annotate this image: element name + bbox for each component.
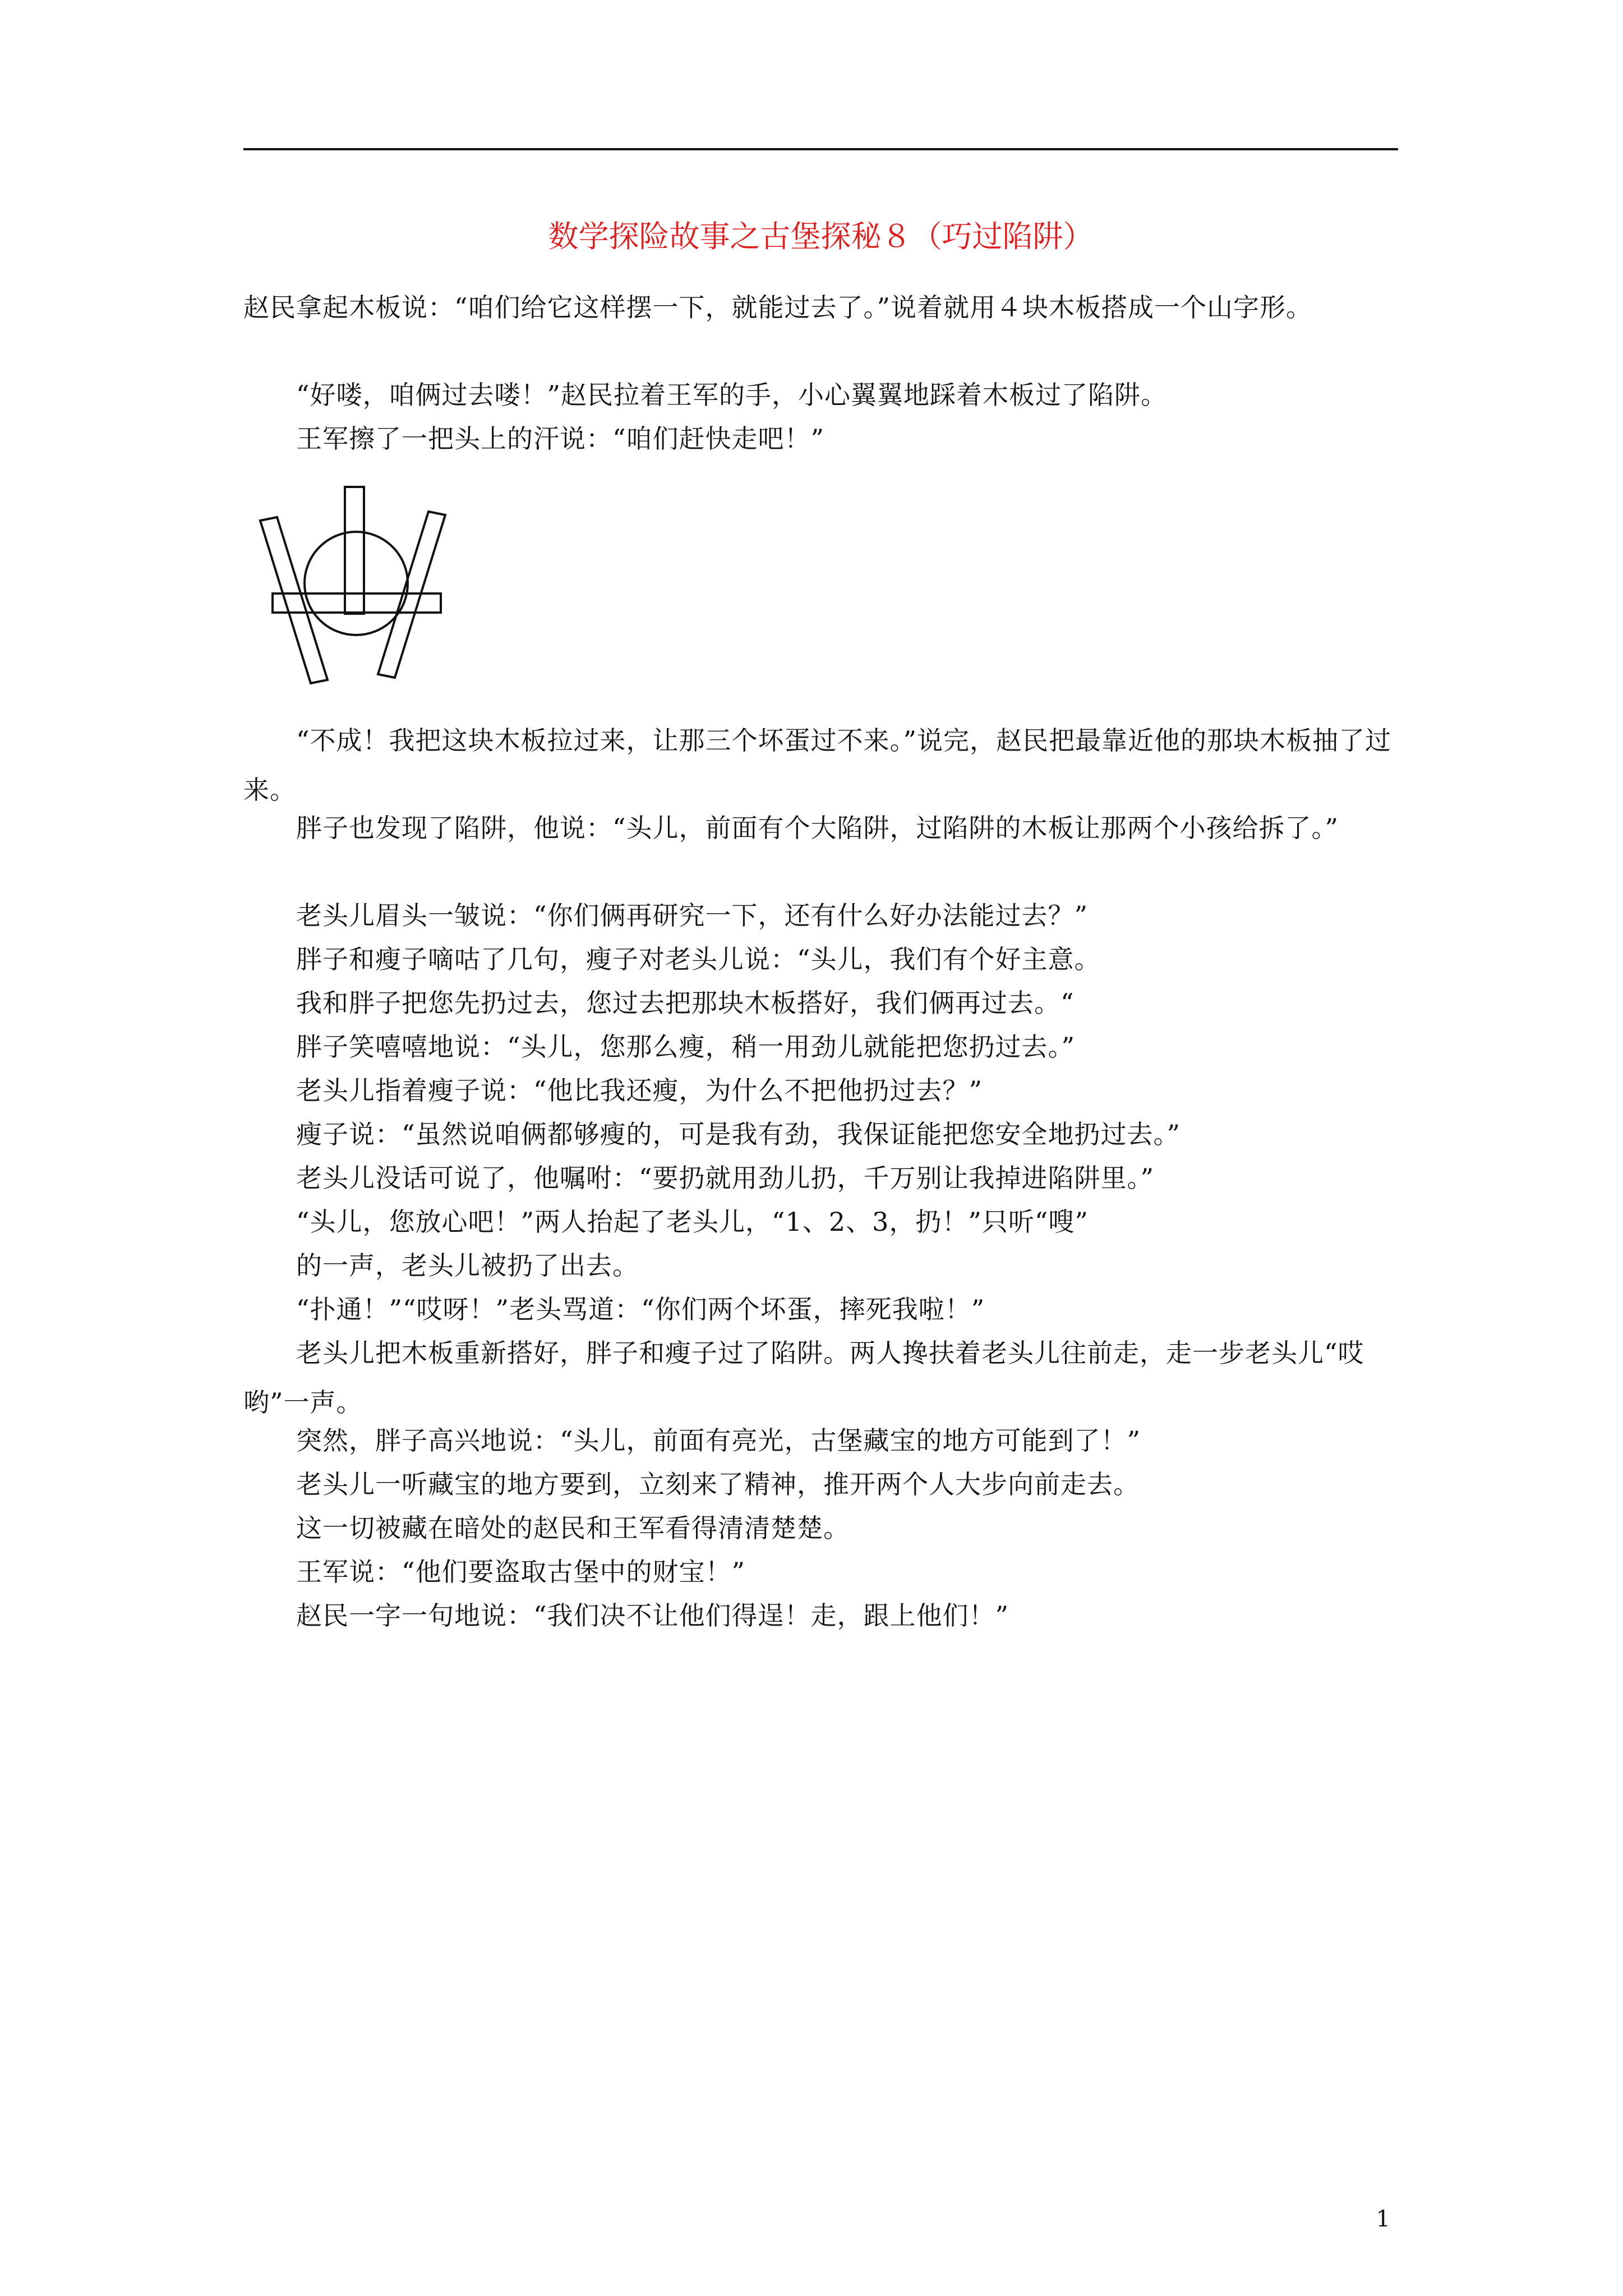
paragraph: 我和胖子把您先扔过去，您过去把那块木板搭好，我们俩再过去。“ [243,988,1075,1018]
paragraph: 这一切被藏在暗处的赵民和王军看得清清楚楚。 [243,1513,850,1543]
page-number: 1 [1376,2206,1390,2232]
paragraph: 老头儿没话可说了，他嘱咐：“要扔就用劲儿扔，千万别让我掉进陷阱里。” [243,1163,1155,1193]
page-title: 数学探险故事之古堡探秘８（巧过陷阱） [548,219,1094,254]
paragraph: 赵民一字一句地说：“我们决不让他们得逞！走，跟上他们！” [243,1600,1009,1631]
paragraph: 老头儿眉头一皱说：“你们俩再研究一下，还有什么好办法能过去？” [243,900,1089,931]
header-rule [243,148,1398,150]
paragraph: “不成！我把这块木板拉过来，让那三个坏蛋过不来。”说完，赵民把最靠近他的那块木板抽了过来。 [243,725,1392,805]
paragraph: 胖子和瘦子嘀咕了几句，瘦子对老头儿说：“头儿，我们有个好主意。 [243,944,1101,974]
paragraph: 老头儿把木板重新搭好，胖子和瘦子过了陷阱。两人搀扶着老头儿往前走，走一步老头儿“哎哟”一声。 [243,1338,1364,1418]
paragraph: “头儿，您放心吧！”两人抬起了老头儿，“1、2、3，扔！”只听“嗖” [243,1207,1089,1237]
paragraph: 老头儿一听藏宝的地方要到，立刻来了精神，推开两个人大步向前走去。 [243,1469,1140,1499]
paragraph: 王军擦了一把头上的汗说：“咱们赶快走吧！” [243,424,825,454]
paragraph: “扑通！”“哎呀！”老头骂道：“你们两个坏蛋，摔死我啦！” [243,1294,985,1324]
paragraph: 胖子也发现了陷阱，他说：“头儿，前面有个大陷阱，过陷阱的木板让那两个小孩给拆了。” [243,813,1339,843]
paragraph: “好喽，咱俩过去喽！”赵民拉着王军的手，小心翼翼地踩着木板过了陷阱。 [243,380,1168,410]
paragraph: 的一声，老头儿被扔了出去。 [243,1250,639,1281]
paragraph: 突然，胖子高兴地说：“头儿，前面有亮光，古堡藏宝的地方可能到了！” [243,1425,1141,1456]
paragraph: 瘦子说：“虽然说咱俩都够瘦的，可是我有劲，我保证能把您安全地扔过去。” [243,1119,1181,1149]
paragraph: 王军说：“他们要盗取古堡中的财宝！” [243,1557,746,1587]
paragraph: 赵民拿起木板说：“咱们给它这样摆一下，就能过去了。”说着就用４块木板搭成一个山字形。 [243,292,1313,323]
paragraph: 胖子笑嘻嘻地说：“头儿，您那么瘦，稍一用劲儿就能把您扔过去。” [243,1032,1076,1062]
plank-figure [257,484,455,687]
paragraph: 老头儿指着瘦子说：“他比我还瘦，为什么不把他扔过去？” [243,1075,983,1106]
